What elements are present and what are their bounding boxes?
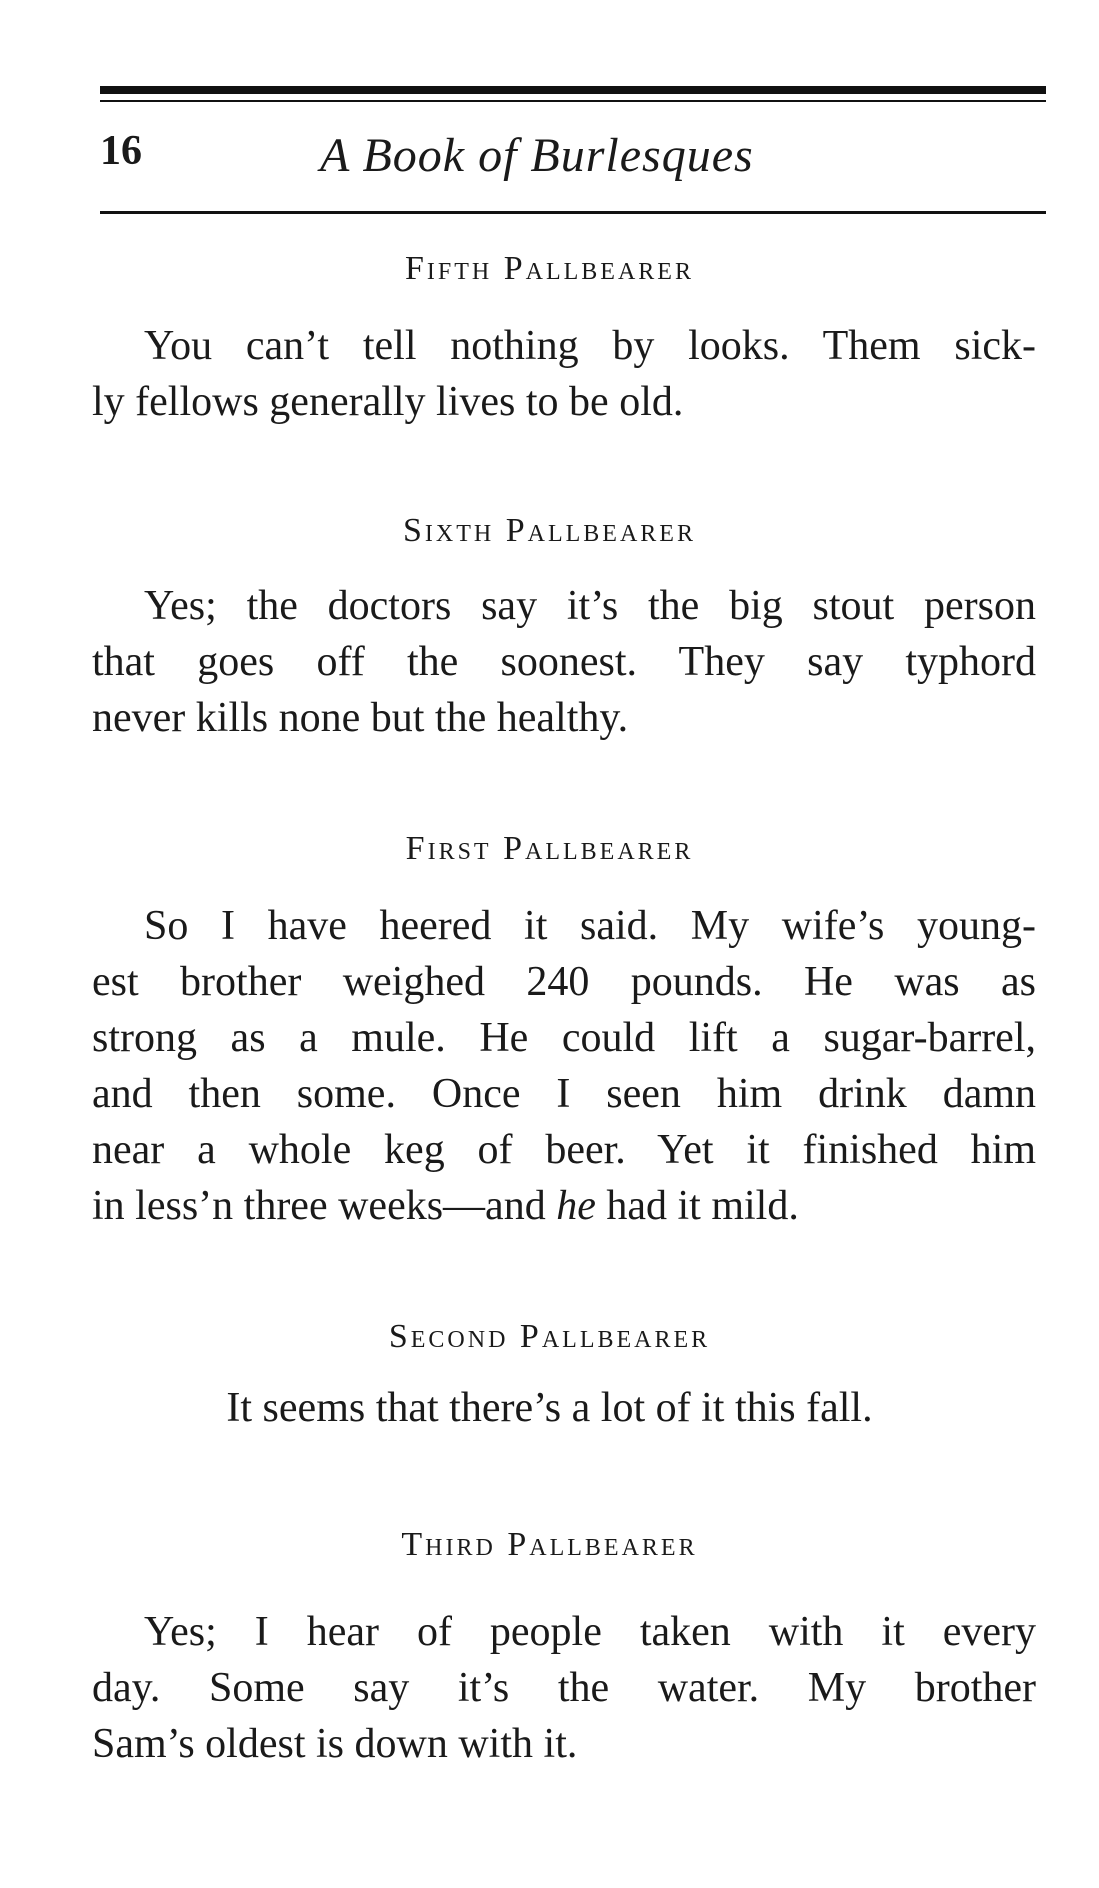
- speaker-heading: Second Pallbearer: [388, 1318, 711, 1355]
- speech-line: est brother weighed 240 pounds. He was as: [92, 959, 1036, 1005]
- speech-paragraph: [92, 1604, 1036, 1772]
- speech-line: You can’t tell nothing by looks. Them sick-: [144, 323, 1036, 369]
- speech-line: near a whole keg of beer. Yet it finished him: [92, 1127, 1036, 1173]
- header-rule-bottom: [100, 211, 1046, 214]
- speaker-heading: Sixth Pallbearer: [403, 512, 696, 549]
- speech-line: It seems that there’s a lot of it this fall.: [226, 1385, 873, 1431]
- speech-line: So I have heered it said. My wife’s young-: [144, 903, 1036, 949]
- speaker-heading: First Pallbearer: [405, 830, 694, 867]
- speech-paragraph: [92, 318, 1036, 430]
- speech-paragraph: [92, 578, 1036, 746]
- speech-line: that goes off the soonest. They say typhord: [92, 639, 1036, 685]
- speech-line: strong as a mule. He could lift a sugar-barrel,: [92, 1015, 1036, 1061]
- header-rule-thin: [100, 100, 1046, 102]
- speech-line: in less’n three weeks—and he had it mild.: [92, 1183, 799, 1229]
- speech-line: day. Some say it’s the water. My brother: [92, 1665, 1036, 1711]
- page-number: 16: [100, 128, 142, 174]
- header-rule-thick: [100, 86, 1046, 94]
- emphasis-text: he: [556, 1183, 596, 1229]
- speech-line: Sam’s oldest is down with it.: [92, 1721, 578, 1767]
- speech-paragraph: [0, 1380, 1099, 1436]
- speaker-heading: Fifth Pallbearer: [405, 250, 694, 287]
- speech-line: never kills none but the healthy.: [92, 695, 629, 741]
- speech-line: Yes; I hear of people taken with it every: [144, 1609, 1036, 1655]
- speech-line: ly fellows generally lives to be old.: [92, 379, 684, 425]
- speech-paragraph: [92, 898, 1036, 1234]
- speaker-heading: Third Pallbearer: [401, 1526, 698, 1563]
- speech-line: and then some. Once I seen him drink damn: [92, 1071, 1036, 1117]
- running-title: A Book of Burlesques: [320, 129, 754, 182]
- speech-line: Yes; the doctors say it’s the big stout person: [144, 583, 1036, 629]
